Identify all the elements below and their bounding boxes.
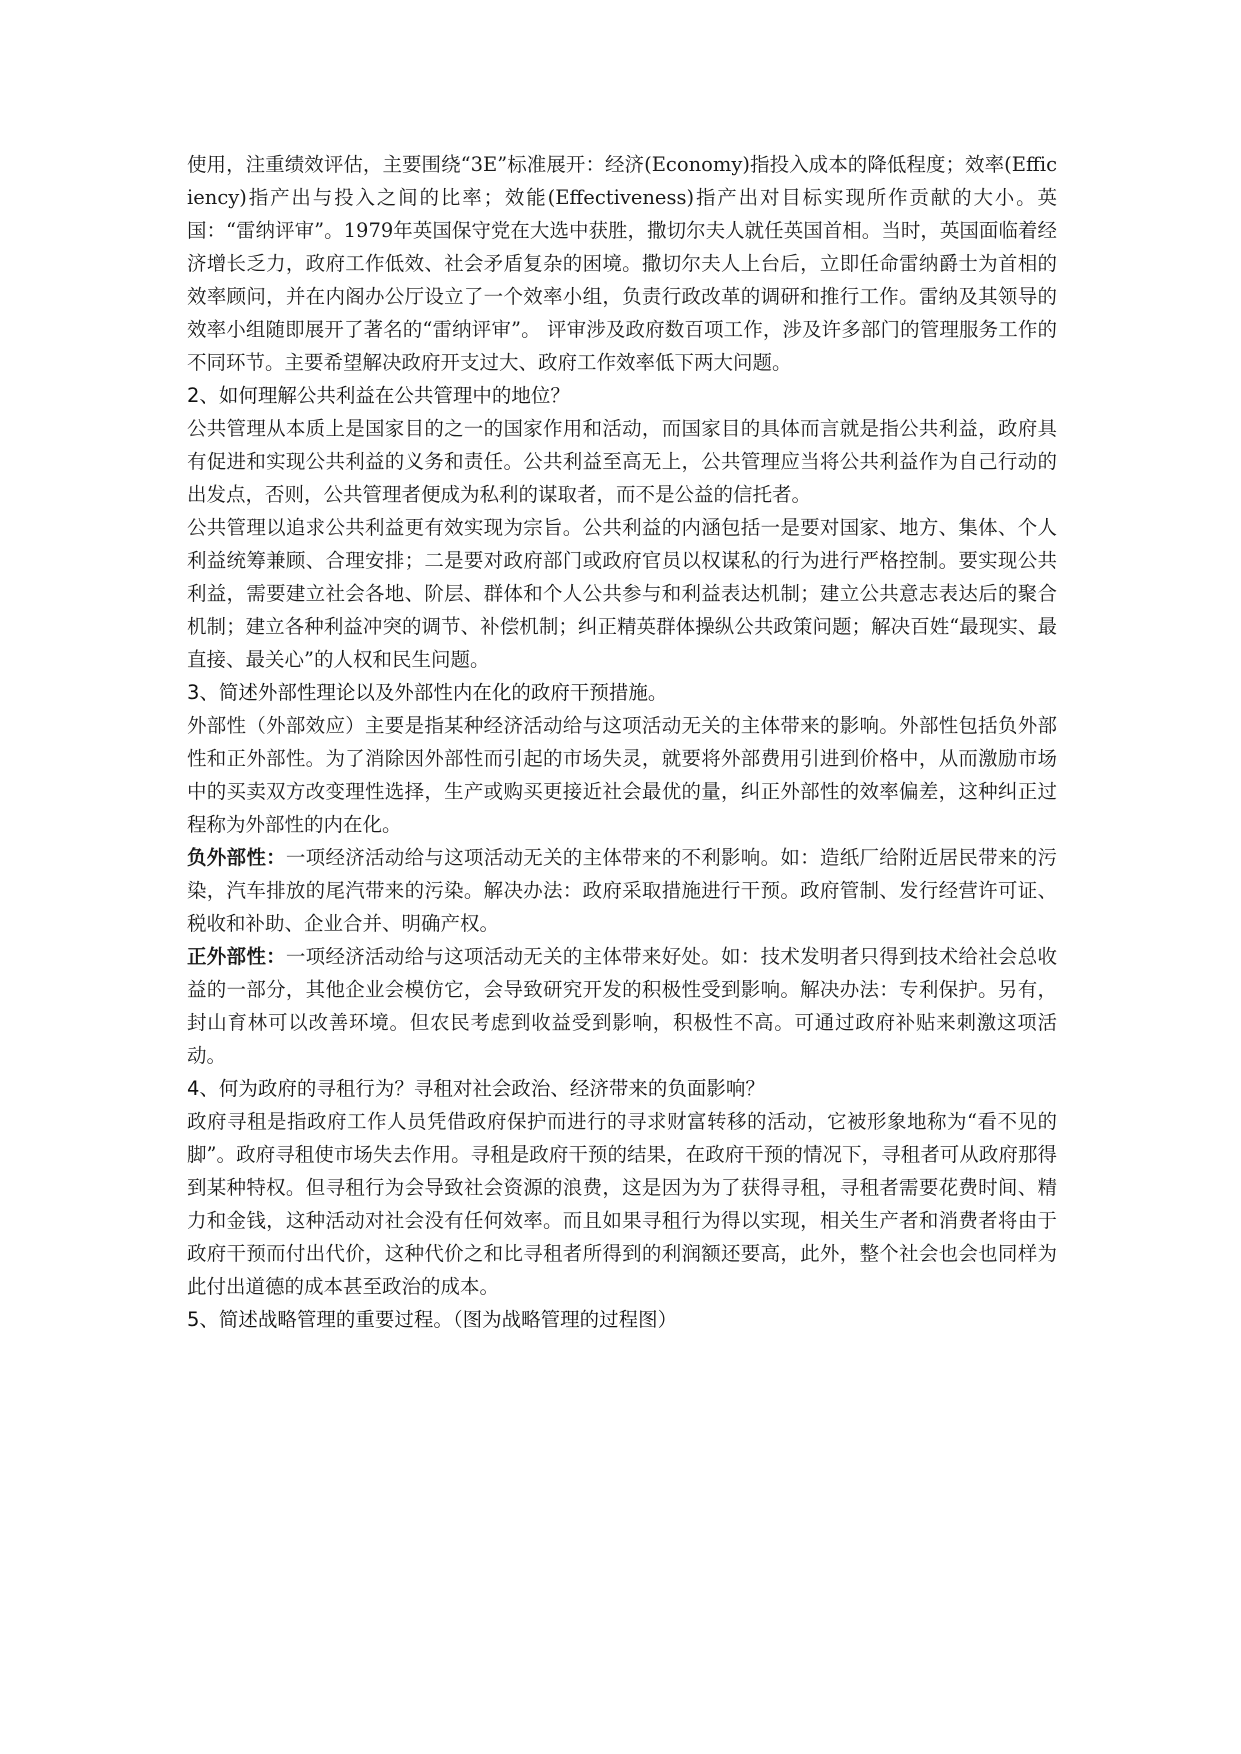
positive-externality-paragraph (187, 940, 1057, 1072)
question-5-heading: 5、简述战略管理的重要过程。（图为战略管理的过程图） (187, 1308, 678, 1331)
question-4-heading: 4、何为政府的寻租行为？寻租对社会政治、经济带来的负面影响？ (187, 1077, 765, 1100)
question-2-heading: 2、如何理解公共利益在公共管理中的地位？ (187, 384, 570, 407)
question-3-heading: 3、简述外部性理论以及外部性内在化的政府干预措施。 (187, 681, 668, 704)
intro-paragraph: 使用，注重绩效评估，主要围绕“3E”标准展开：经济(Economy)指投入成本的降低程度；效率(Efficiency)指产出与投入之间的比率；效能(Effectiveness)指产出对目标实现所作贡献的大小。英国：“雷纳评审”。1979年英国保守党在大选中获胜，撒切尔夫人就任英国首相。当时，英国面临着经济增长乏力，政府工作低效、社会矛盾复杂的困境。撒切尔夫人上台后，立即任命雷纳爵士为首相的效率顾问，并在内阁办公厅设立了一个效率小组，负责行政改革的调研和推行工作。雷纳及其领导的效率小组随即展开了著名的“雷纳评审”。 评审涉及政府数百项工作，涉及许多部门的管理服务工作的不同环节。主要希望解决政府开支过大、政府工作效率低下两大问题。 (187, 153, 1057, 374)
question-2-paragraph-1: 公共管理从本质上是国家目的之一的国家作用和活动，而国家目的具体而言就是指公共利益，政府具有促进和实现公共利益的义务和责任。公共利益至高无上，公共管理应当将公共利益作为自己行动的出发点，否则，公共管理者便成为私利的谋取者，而不是公益的信托者。 (187, 417, 1057, 506)
negative-externality-text: 一项经济活动给与这项活动无关的主体带来的不利影响。如：造纸厂给附近居民带来的污染，汽车排放的尾汽带来的污染。解决办法：政府采取措施进行干预。政府管制、发行经营许可证、税收和补助、企业合并、明确产权。 (187, 846, 1057, 935)
positive-externality-text: 一项经济活动给与这项活动无关的主体带来好处。如：技术发明者只得到技术给社会总收益的一部分，其他企业会模仿它，会导致研究开发的积极性受到影响。解决办法：专利保护。另有，封山育林可以改善环境。但农民考虑到收益受到影响，积极性不高。可通过政府补贴来刺激这项活动。 (187, 945, 1057, 1067)
positive-externality-term: 正外部性： (187, 945, 286, 968)
question-3-paragraph-1: 外部性（外部效应）主要是指某种经济活动给与这项活动无关的主体带来的影响。外部性包括负外部性和正外部性。为了消除因外部性而引起的市场失灵，就要将外部费用引进到价格中，从而激励市场中的买卖双方改变理性选择，生产或购买更接近社会最优的量，纠正外部性的效率偏差，这种纠正过程称为外部性的内在化。 (187, 714, 1057, 836)
negative-externality-term: 负外部性： (187, 846, 286, 869)
question-2-paragraph-2: 公共管理以追求公共利益更有效实现为宗旨。公共利益的内涵包括一是要对国家、地方、集体、个人利益统筹兼顾、合理安排；二是要对政府部门或政府官员以权谋私的行为进行严格控制。要实现公共利益，需要建立社会各地、阶层、群体和个人公共参与和利益表达机制；建立公共意志表达后的聚合机制；建立各种利益冲突的调节、补偿机制；纠正精英群体操纵公共政策问题；解决百姓“最现实、最直接、最关心”的人权和民生问题。 (187, 516, 1057, 671)
negative-externality-paragraph (187, 841, 1057, 940)
question-4-paragraph-1: 政府寻租是指政府工作人员凭借政府保护而进行的寻求财富转移的活动，它被形象地称为“看不见的脚”。政府寻租使市场失去作用。寻租是政府干预的结果，在政府干预的情况下，寻租者可从政府那得到某种特权。但寻租行为会导致社会资源的浪费，这是因为为了获得寻租，寻租者需要花费时间、精力和金钱，这种活动对社会没有任何效率。而且如果寻租行为得以实现，相关生产者和消费者将由于政府干预而付出代价，这种代价之和比寻租者所得到的利润额还要高，此外，整个社会也会也同样为此付出道德的成本甚至政治的成本。 (187, 1110, 1057, 1298)
document-page (187, 148, 1057, 1336)
